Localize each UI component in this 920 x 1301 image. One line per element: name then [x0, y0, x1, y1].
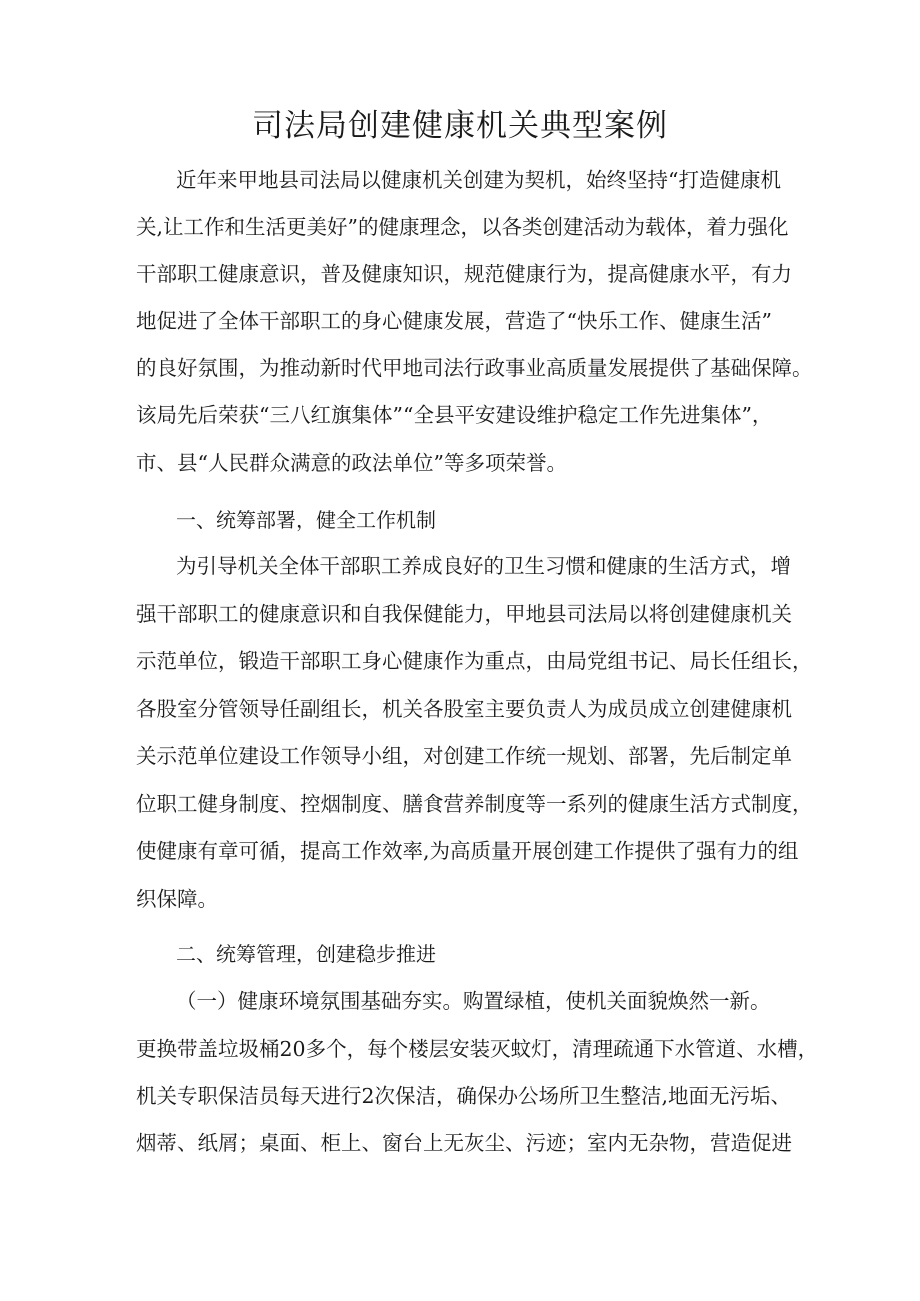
intro-line-7: 市、县“人民群众满意的政法单位”等多项荣誉。: [136, 451, 567, 475]
section1-line-6: 位职工健身制度、控烟制度、膳食营养制度等一系列的健康生活方式制度，: [136, 792, 813, 816]
intro-line-3: 干部职工健康意识，普及健康知识，规范健康行为，提高健康水平，有力: [136, 262, 792, 286]
section-heading-1: 一、统筹部署，健全工作机制: [176, 508, 436, 532]
intro-line-4: 地促进了全体干部职工的身心健康发展，营造了“快乐工作、健康生活”: [136, 309, 772, 333]
intro-line-5: 的良好氛围，为推动新时代甲地司法行政事业高质量发展提供了基础保障。: [136, 356, 813, 380]
intro-line-6: 该局先后荣获“三八红旗集体”“全县平安建设维护稳定工作先进集体”，: [136, 403, 773, 427]
section2-line-2: 更换带盖垃圾桶20多个，每个楼层安装灭蚊灯，清理疏通下水管道、水槽，: [136, 1037, 819, 1061]
intro-line-1: 近年来甲地县司法局以健康机关创建为契机，始终坚持“打造健康机: [176, 168, 781, 192]
document-title: 司法局创建健康机关典型案例: [252, 108, 668, 144]
section1-line-1: 为引导机关全体干部职工养成良好的卫生习惯和健康的生活方式，增: [176, 554, 791, 578]
section1-line-5: 关示范单位建设工作领导小组，对创建工作统一规划、部署，先后制定单: [136, 744, 792, 768]
section1-line-7: 使健康有章可循，提高工作效率,为高质量开展创建工作提供了强有力的组: [136, 839, 799, 863]
section2-line-4: 烟蒂、纸屑；桌面、柜上、窗台上无灰尘、污迹；室内无杂物，营造促进: [136, 1131, 792, 1155]
section2-line-1: （一）健康环境氛围基础夯实。购置绿植，使机关面貌焕然一新。: [176, 989, 771, 1013]
section1-line-8: 织保障。: [136, 887, 218, 911]
section1-line-3: 示范单位，锻造干部职工身心健康作为重点，由局党组书记、局长任组长，: [136, 649, 813, 673]
section2-line-3: 机关专职保洁员每天进行2次保洁，确保办公场所卫生整洁,地面无污垢、: [136, 1084, 792, 1108]
intro-line-2: 关,让工作和生活更美好”的健康理念，以各类创建活动为载体，着力强化: [136, 215, 789, 239]
section1-line-2: 强干部职工的健康意识和自我保健能力，甲地县司法局以将创建健康机关: [136, 602, 792, 626]
section-heading-2: 二、统筹管理，创建稳步推进: [176, 942, 436, 966]
section1-line-4: 各股室分管领导任副组长，机关各股室主要负责人为成员成立创建健康机: [136, 697, 792, 721]
